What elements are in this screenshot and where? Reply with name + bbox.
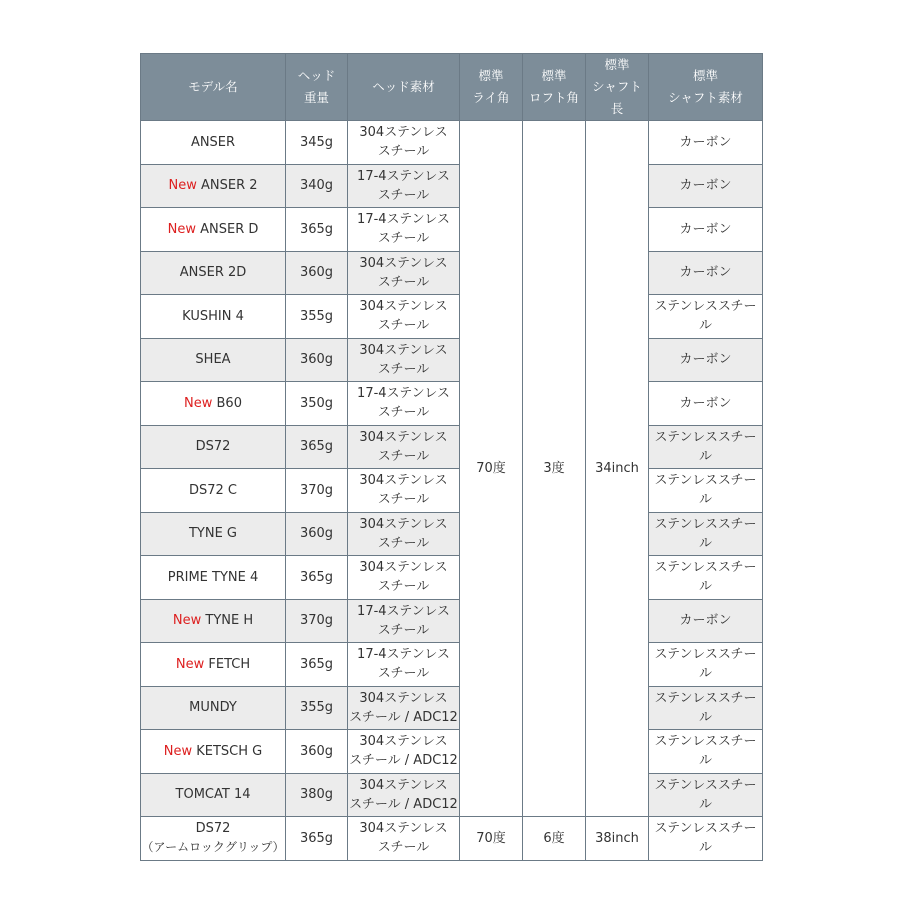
table-row: [141, 686, 763, 730]
model-name: TYNE H: [205, 613, 254, 629]
table-row: [141, 425, 763, 469]
header-weight: ヘッド 重量: [286, 54, 348, 121]
model-cell: [141, 121, 286, 165]
table-row: [141, 338, 763, 382]
table-row: [141, 556, 763, 600]
model-name: ANSER 2: [200, 178, 258, 194]
shaft-cell: カーボン: [649, 208, 763, 252]
model-name: ANSER D: [200, 221, 259, 237]
shaft-cell: ステンレススチール: [649, 643, 763, 687]
material-cell: 304ステンレス スチール: [348, 469, 460, 513]
model-name: SHEA: [195, 352, 231, 368]
model-name: TOMCAT 14: [175, 787, 251, 803]
model-cell: [141, 251, 286, 295]
material-cell: 17-4ステンレス スチール: [348, 208, 460, 252]
shaft-cell: カーボン: [649, 382, 763, 426]
material-cell: 304ステンレス スチール: [348, 251, 460, 295]
new-badge: New: [184, 395, 213, 411]
material-cell: 304ステンレス スチール: [348, 338, 460, 382]
shaft-cell: カーボン: [649, 164, 763, 208]
shaft-cell: ステンレススチール: [649, 425, 763, 469]
material-cell: 304ステンレス スチール: [348, 425, 460, 469]
weight-cell: 350g: [286, 382, 348, 426]
table-row: [141, 251, 763, 295]
shaft-cell: カーボン: [649, 121, 763, 165]
table-row: [141, 295, 763, 339]
model-name: B60: [216, 395, 242, 411]
new-badge: New: [163, 743, 193, 759]
model-cell: [141, 512, 286, 556]
shaft-cell: カーボン: [649, 251, 763, 295]
table-row-last: [141, 817, 763, 861]
model-name: KETSCH G: [196, 743, 263, 759]
model-name: DS72: [195, 439, 231, 455]
weight-cell: 360g: [286, 338, 348, 382]
model-cell: [141, 556, 286, 600]
model-cell: [141, 382, 286, 426]
model-name: PRIME TYNE 4: [167, 569, 259, 585]
material-cell: 304ステンレス スチール / ADC12: [348, 773, 460, 817]
model-cell: [141, 295, 286, 339]
table-row: [141, 469, 763, 513]
table-row: [141, 599, 763, 643]
shaft-cell: ステンレススチール: [649, 730, 763, 774]
shaft-cell: ステンレススチール: [649, 686, 763, 730]
model-cell: [141, 208, 286, 252]
model-name: DS72 C: [188, 482, 237, 498]
table-body: [141, 121, 763, 861]
material-cell: 304ステンレス スチール: [348, 295, 460, 339]
header-shaft: 標準 シャフト素材: [649, 54, 763, 121]
material-cell: 304ステンレス スチール / ADC12: [348, 730, 460, 774]
weight-cell: 360g: [286, 730, 348, 774]
model-name: FETCH: [208, 656, 251, 672]
weight-cell: 365g: [286, 425, 348, 469]
model-cell: [141, 338, 286, 382]
weight-cell: 380g: [286, 773, 348, 817]
model-cell: [141, 643, 286, 687]
length-cell: 38inch: [586, 817, 649, 861]
weight-cell: 360g: [286, 512, 348, 556]
table-row: [141, 208, 763, 252]
table-header-row: [141, 54, 763, 121]
model-name: MUNDY: [189, 700, 237, 716]
new-badge: New: [168, 178, 197, 194]
table-row: [141, 382, 763, 426]
header-model: モデル名: [141, 54, 286, 121]
table-row: [141, 730, 763, 774]
table-row: [141, 643, 763, 687]
weight-cell: 345g: [286, 121, 348, 165]
model-cell: [141, 686, 286, 730]
model-cell: DS72 （アームロックグリップ）: [141, 817, 286, 861]
weight-cell: 365g: [286, 556, 348, 600]
shaft-cell: ステンレススチール: [649, 817, 763, 861]
new-badge: New: [175, 656, 205, 672]
model-cell: [141, 599, 286, 643]
shared-lie-cell: 70度: [460, 121, 523, 817]
model-name: ANSER 2D: [179, 265, 247, 281]
shaft-cell: ステンレススチール: [649, 773, 763, 817]
shaft-cell: ステンレススチール: [649, 295, 763, 339]
weight-cell: 370g: [286, 469, 348, 513]
weight-cell: 355g: [286, 686, 348, 730]
weight-cell: 340g: [286, 164, 348, 208]
model-name: TYNE G: [188, 526, 238, 542]
material-cell: 304ステンレス スチール: [348, 817, 460, 861]
weight-cell: 360g: [286, 251, 348, 295]
model-cell: [141, 425, 286, 469]
shaft-cell: ステンレススチール: [649, 469, 763, 513]
material-cell: 17-4ステンレス スチール: [348, 599, 460, 643]
model-cell: [141, 773, 286, 817]
model-name: KUSHIN 4: [182, 308, 244, 324]
material-cell: 304ステンレス スチール: [348, 512, 460, 556]
shared-loft-cell: 3度: [523, 121, 586, 817]
table-row: [141, 121, 763, 165]
putter-spec-table: [140, 53, 763, 861]
shaft-cell: ステンレススチール: [649, 512, 763, 556]
shaft-cell: カーボン: [649, 338, 763, 382]
weight-cell: 365g: [286, 208, 348, 252]
weight-cell: 365g: [286, 643, 348, 687]
header-lie: 標準 ライ角: [460, 54, 523, 121]
shaft-cell: ステンレススチール: [649, 556, 763, 600]
header-loft: 標準 ロフト角: [523, 54, 586, 121]
new-badge: New: [172, 613, 202, 629]
model-name: ANSER: [190, 134, 236, 150]
weight-cell: 365g: [286, 817, 348, 861]
material-cell: 17-4ステンレス スチール: [348, 164, 460, 208]
material-cell: 17-4ステンレス スチール: [348, 382, 460, 426]
weight-cell: 355g: [286, 295, 348, 339]
material-cell: 304ステンレス スチール: [348, 121, 460, 165]
shared-length-cell: 34inch: [586, 121, 649, 817]
header-length: 標準 シャフト長: [586, 54, 649, 121]
header-material: ヘッド素材: [348, 54, 460, 121]
new-badge: New: [167, 221, 196, 237]
lie-cell: 70度: [460, 817, 523, 861]
material-cell: 304ステンレス スチール / ADC12: [348, 686, 460, 730]
material-cell: 17-4ステンレス スチール: [348, 643, 460, 687]
loft-cell: 6度: [523, 817, 586, 861]
model-cell: [141, 164, 286, 208]
table-row: [141, 512, 763, 556]
shaft-cell: カーボン: [649, 599, 763, 643]
table-row: [141, 164, 763, 208]
table-row: [141, 773, 763, 817]
model-cell: [141, 730, 286, 774]
weight-cell: 370g: [286, 599, 348, 643]
model-cell: [141, 469, 286, 513]
material-cell: 304ステンレス スチール: [348, 556, 460, 600]
